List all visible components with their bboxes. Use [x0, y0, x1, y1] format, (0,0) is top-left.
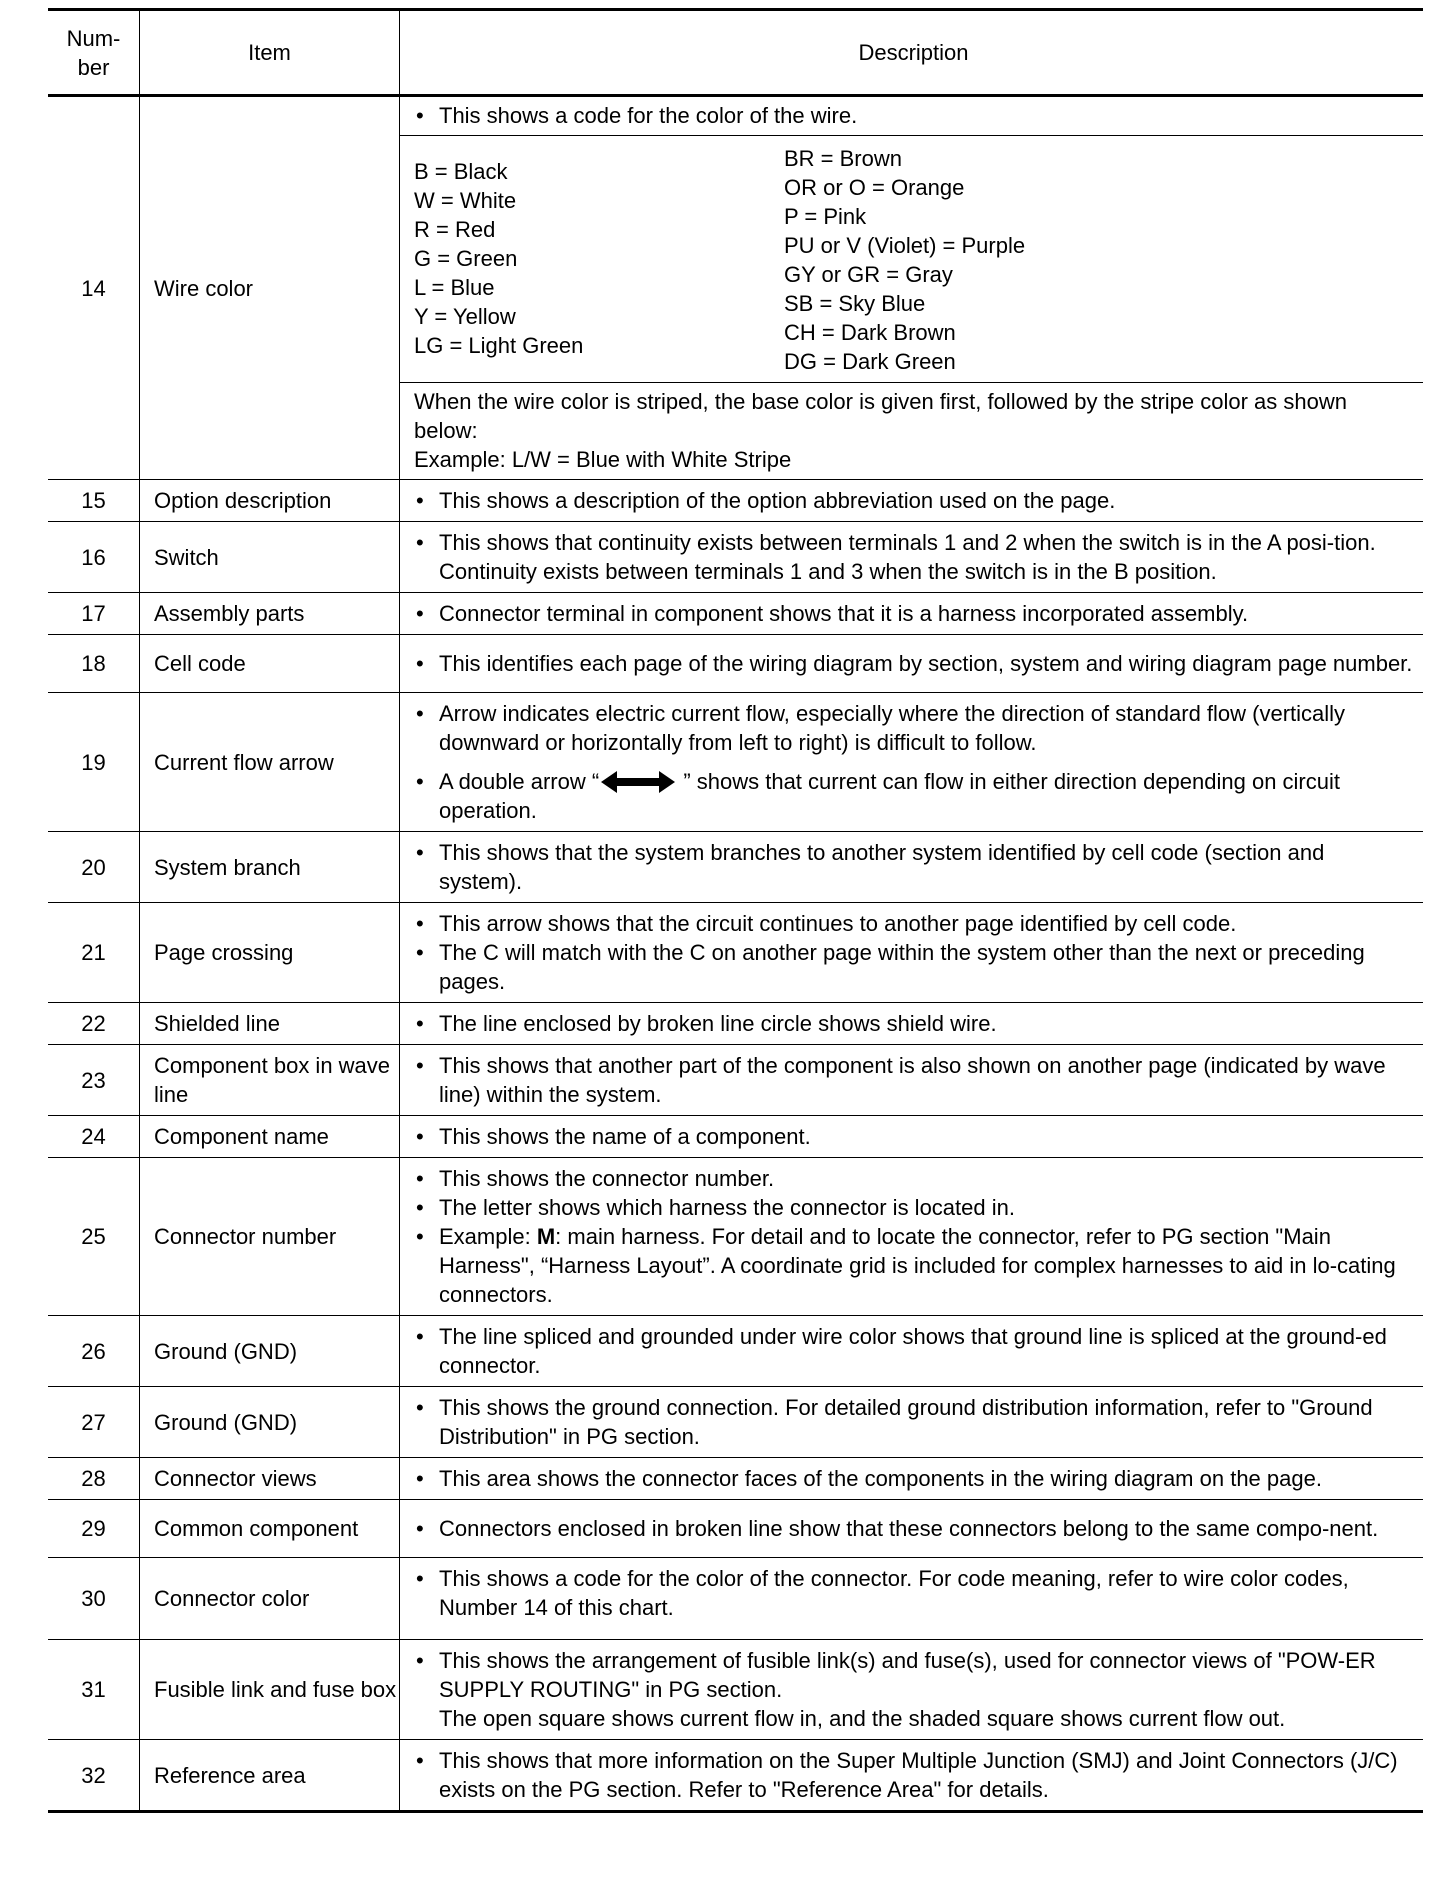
- description-bullet: • The letter shows which harness the connector is located in.: [414, 1193, 1413, 1222]
- table-row-17: [48, 593, 1423, 635]
- table-row-28: [48, 1458, 1423, 1500]
- row-description: [400, 96, 1424, 480]
- row-description: [400, 832, 1424, 903]
- row-number: 18: [48, 635, 140, 693]
- row-number: 30: [48, 1558, 140, 1640]
- row-number: 23: [48, 1045, 140, 1116]
- table-row-21: [48, 903, 1423, 1003]
- table-row-14: [48, 96, 1423, 480]
- row-description: [400, 593, 1424, 635]
- wire-code-left: Y = Yellow: [414, 304, 516, 329]
- row-number: 32: [48, 1740, 140, 1812]
- table-row-22: [48, 1003, 1423, 1045]
- description-bullet: [414, 1222, 1413, 1309]
- wire-code-left: R = Red: [414, 217, 496, 242]
- row-number: 21: [48, 903, 140, 1003]
- description-bullet: • This shows a code for the color of the connector. For code meaning, refer to wire color codes, Number 14 of this chart.: [414, 1564, 1413, 1622]
- row-number: 22: [48, 1003, 140, 1045]
- double-arrow-icon: [599, 769, 677, 794]
- example-label: Example:: [439, 1224, 537, 1249]
- row-item: Common component: [140, 1500, 400, 1558]
- row-item: Wire color: [140, 96, 400, 480]
- description-bullet: • Arrow indicates electric current flow, especially where the direction of standard flow (vertically downward or horizontally from left to right) is difficult to follow.: [414, 699, 1413, 757]
- row-item: Connector color: [140, 1558, 400, 1640]
- wire-code-left: LG = Light Green: [414, 333, 584, 358]
- wire-code-right: GY or GR = Gray: [784, 262, 953, 287]
- description-bullet: • This shows the connector number.: [414, 1164, 1413, 1193]
- stripe-note: When the wire color is striped, the base color is given first, followed by the stripe color as shown below:: [414, 389, 1347, 443]
- description-bullet: • This shows that the system branches to another system identified by cell code (section and system).: [414, 838, 1413, 896]
- wire-code-left: L = Blue: [414, 275, 495, 300]
- row-number: 16: [48, 522, 140, 593]
- wire-code-left: G = Green: [414, 246, 518, 271]
- description-bullet: • The line spliced and grounded under wire color shows that ground line is spliced at the ground-ed connector.: [414, 1322, 1413, 1380]
- row-item: Fusible link and fuse box: [140, 1640, 400, 1740]
- row-number: 24: [48, 1116, 140, 1158]
- wire-code-right: CH = Dark Brown: [784, 320, 956, 345]
- description-bullet: • This shows that another part of the component is also shown on another page (indicated by wave line) within the system.: [414, 1051, 1413, 1109]
- description-bullet: • This area shows the connector faces of the components in the wiring diagram on the page.: [414, 1464, 1413, 1493]
- table-row-18: [48, 635, 1423, 693]
- example-text: : main harness. For detail and to locate the connector, refer to PG section "Main Harness", “Harness Layout”. A coordinate grid is included for complex harnesses to aid in lo-cating connectors.: [439, 1224, 1396, 1307]
- header-number: Num- ber: [48, 10, 140, 96]
- header-description: Description: [400, 10, 1424, 96]
- row-item: Assembly parts: [140, 593, 400, 635]
- row-item: Connector number: [140, 1158, 400, 1316]
- description-bullet: • Connectors enclosed in broken line show that these connectors belong to the same compo-nent.: [414, 1514, 1413, 1543]
- row-item: Current flow arrow: [140, 693, 400, 832]
- header-item: Item: [140, 10, 400, 96]
- wire-code-right: SB = Sky Blue: [784, 291, 926, 316]
- row-number: 20: [48, 832, 140, 903]
- wire-code-right: PU or V (Violet) = Purple: [784, 233, 1026, 258]
- table-row-15: [48, 480, 1423, 522]
- double-arrow-text-post: ” shows that current can flow in either direction depending on circuit operation.: [439, 769, 1340, 823]
- harness-letter: M: [536, 1224, 556, 1249]
- description-bullet: • This shows the ground connection. For detailed ground distribution information, refer to "Ground Distribution" in PG section.: [414, 1393, 1413, 1451]
- description-bullet: • This shows the name of a component.: [414, 1122, 1413, 1151]
- wire-color-codes: [414, 136, 1413, 382]
- row-item: Page crossing: [140, 903, 400, 1003]
- description-bullet: • The C will match with the C on another page within the system other than the next or preceding pages.: [414, 938, 1413, 996]
- wire-code-left: B = Black: [414, 159, 508, 184]
- row-description: [400, 1640, 1424, 1740]
- description-bullet: • This identifies each page of the wiring diagram by section, system and wiring diagram page number.: [414, 649, 1413, 678]
- row-number: 29: [48, 1500, 140, 1558]
- row-description: [400, 635, 1424, 693]
- header-row: [48, 10, 1423, 96]
- description-bullet: • This shows that continuity exists between terminals 1 and 2 when the switch is in the A posi-tion. Continuity exists between terminals 1 and 3 when the switch is in the B position.: [414, 528, 1413, 586]
- row-description: [400, 480, 1424, 522]
- row-description: [400, 1558, 1424, 1640]
- table-row-16: [48, 522, 1423, 593]
- wire-code-right: DG = Dark Green: [784, 349, 956, 374]
- wire-color-inner-table: [400, 97, 1423, 479]
- row-item: Connector views: [140, 1458, 400, 1500]
- row-item: Ground (GND): [140, 1316, 400, 1387]
- legend-table-sheet: [48, 8, 1412, 1813]
- row-number: 31: [48, 1640, 140, 1740]
- table-row-24: [48, 1116, 1423, 1158]
- wire-code-right: BR = Brown: [784, 146, 902, 171]
- table-row-19: [48, 693, 1423, 832]
- row-description: [400, 1158, 1424, 1316]
- row-item: Component name: [140, 1116, 400, 1158]
- row-number: 14: [48, 96, 140, 480]
- row-description: [400, 522, 1424, 593]
- table-row-31: [48, 1640, 1423, 1740]
- row-description: [400, 1116, 1424, 1158]
- table-row-26: [48, 1316, 1423, 1387]
- row-number: 25: [48, 1158, 140, 1316]
- wire-color-codes-left: [414, 144, 784, 376]
- row-item: Option description: [140, 480, 400, 522]
- row-description: [400, 1500, 1424, 1558]
- double-arrow-text-pre: A double arrow “: [439, 769, 600, 794]
- row-description: [400, 1045, 1424, 1116]
- row-description: [400, 1740, 1424, 1812]
- description-bullet: • This shows the arrangement of fusible link(s) and fuse(s), used for connector views of "POW-ER SUPPLY ROUTING" in PG section.: [414, 1646, 1413, 1704]
- table-row-20: [48, 832, 1423, 903]
- table-row-30: [48, 1558, 1423, 1640]
- row-description: [400, 693, 1424, 832]
- row-description: [400, 1003, 1424, 1045]
- description-bullet: • The line enclosed by broken line circle shows shield wire.: [414, 1009, 1413, 1038]
- wire-code-right: OR or O = Orange: [784, 175, 965, 200]
- table-row-29: [48, 1500, 1423, 1558]
- row-number: 26: [48, 1316, 140, 1387]
- table-row-23: [48, 1045, 1423, 1116]
- wire-code-left: W = White: [414, 188, 517, 213]
- description-bullet: • This arrow shows that the circuit continues to another page identified by cell code.: [414, 909, 1413, 938]
- row-number: 15: [48, 480, 140, 522]
- table-row-32: [48, 1740, 1423, 1812]
- row-description: [400, 1316, 1424, 1387]
- description-extra: The open square shows current flow in, and the shaded square shows current flow out.: [439, 1706, 1286, 1731]
- row-description: [400, 903, 1424, 1003]
- row-item: System branch: [140, 832, 400, 903]
- row-number: 27: [48, 1387, 140, 1458]
- description-bullet: • This shows that more information on the Super Multiple Junction (SMJ) and Joint Connectors (J/C) exists on the PG section. Refer to "Reference Area" for details.: [414, 1746, 1413, 1804]
- row-item: Ground (GND): [140, 1387, 400, 1458]
- row-item: Component box in wave line: [140, 1045, 400, 1116]
- row-number: 28: [48, 1458, 140, 1500]
- description-bullet: • This shows a description of the option abbreviation used on the page.: [414, 486, 1413, 515]
- wire-code-right: P = Pink: [784, 204, 867, 229]
- row-item: Cell code: [140, 635, 400, 693]
- row-description: [400, 1387, 1424, 1458]
- stripe-example: Example: L/W = Blue with White Stripe: [414, 447, 792, 472]
- row-item: Reference area: [140, 1740, 400, 1812]
- row-number: 17: [48, 593, 140, 635]
- table-row-27: [48, 1387, 1423, 1458]
- wire-color-codes-right: [784, 144, 1413, 376]
- legend-rows: [48, 480, 1423, 1812]
- wire-color-intro: • This shows a code for the color of the wire.: [414, 101, 1413, 130]
- row-item: Switch: [140, 522, 400, 593]
- description-bullet: [414, 767, 1413, 825]
- description-bullet: • Connector terminal in component shows that it is a harness incorporated assembly.: [414, 599, 1413, 628]
- row-number: 19: [48, 693, 140, 832]
- table-row-25: [48, 1158, 1423, 1316]
- legend-table: [48, 8, 1423, 1813]
- row-item: Shielded line: [140, 1003, 400, 1045]
- row-description: [400, 1458, 1424, 1500]
